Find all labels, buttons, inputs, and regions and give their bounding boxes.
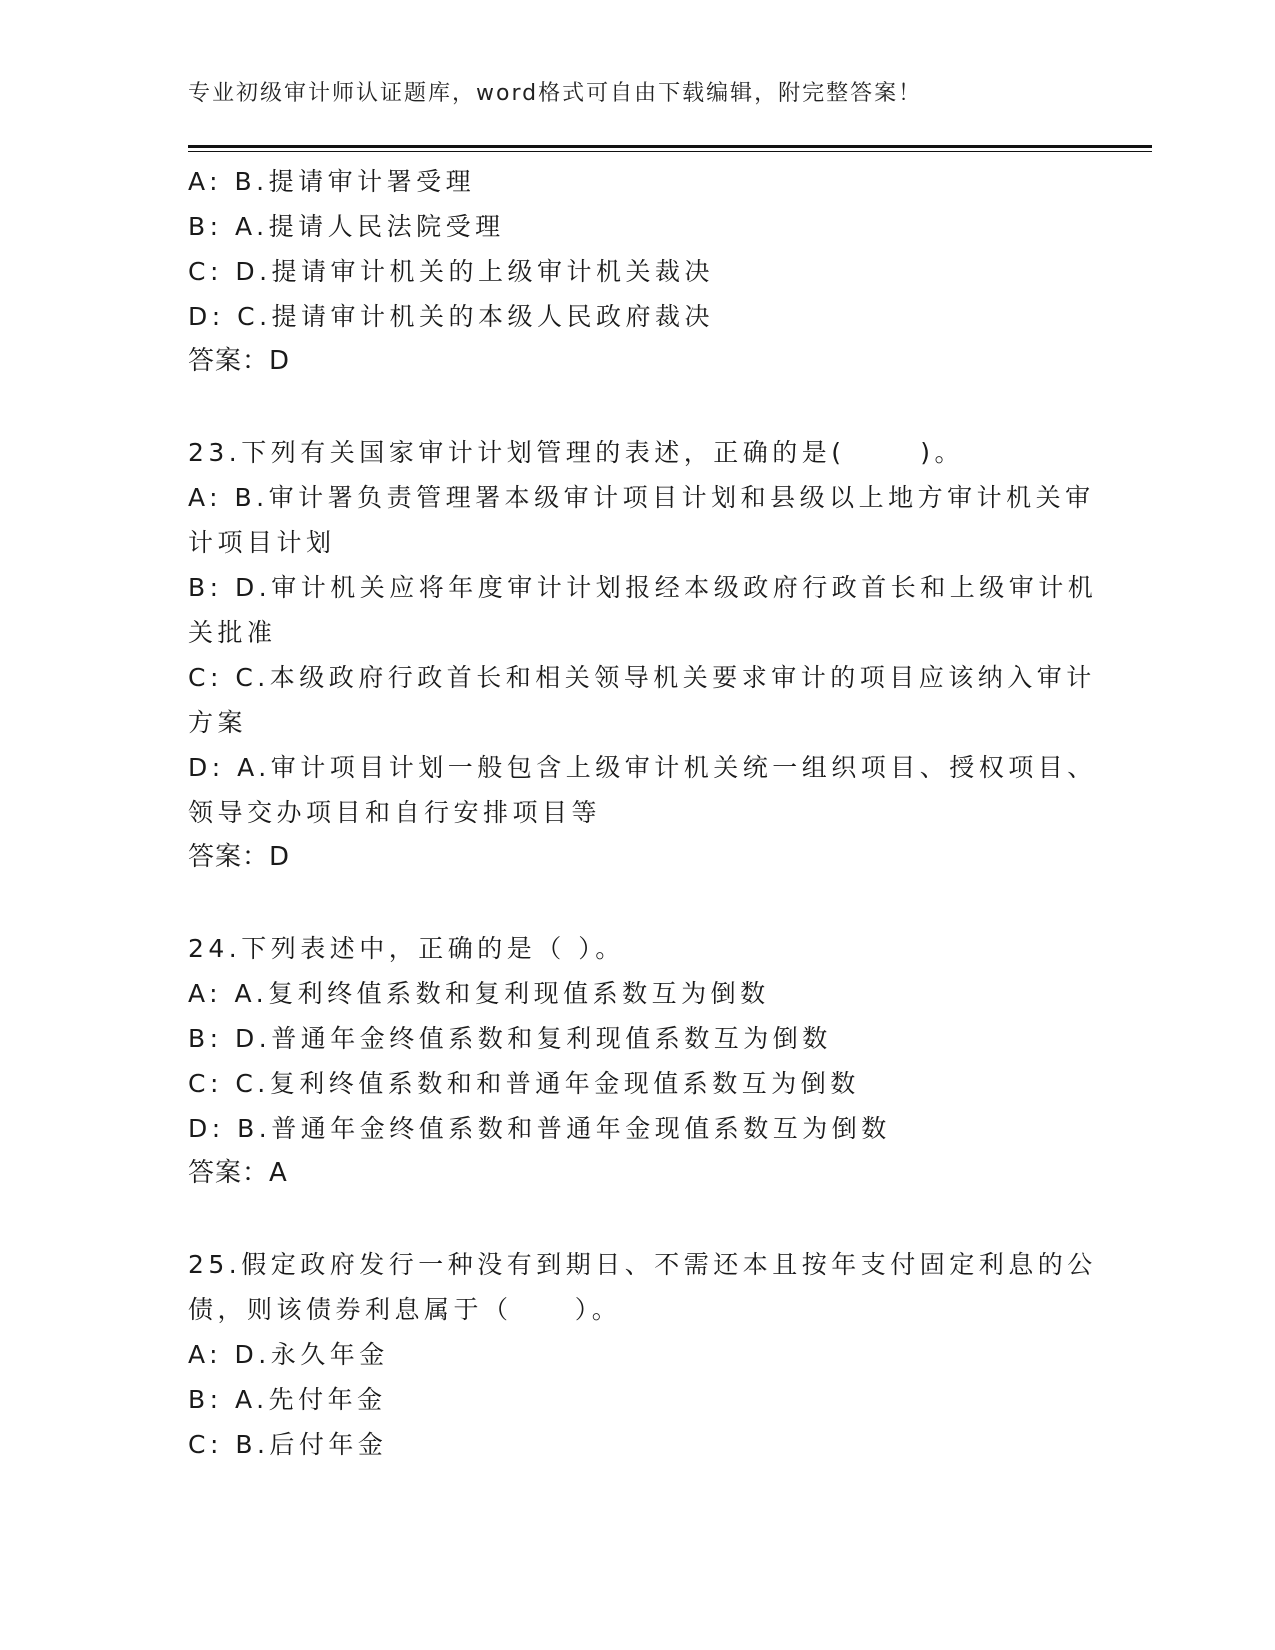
question-stem: 24.下列表述中，正确的是（ ）。 <box>188 934 625 963</box>
question-stem: 债，则该债券利息属于（ ）。 <box>188 1295 622 1324</box>
option-line: 关批准 <box>188 618 277 647</box>
option-line: 计项目计划 <box>188 528 336 557</box>
option-line: A: B.审计署负责管理署本级审计项目计划和县级以上地方审计机关审 <box>188 483 1095 512</box>
option-line: B: D.普通年金终值系数和复利现值系数互为倒数 <box>188 1024 832 1053</box>
question-stem: 23.下列有关国家审计计划管理的表述，正确的是( )。 <box>188 438 964 467</box>
option-line: C: C.本级政府行政首长和相关领导机关要求审计的项目应该纳入审计 <box>188 663 1096 692</box>
option-line: B: A.提请人民法院受理 <box>188 212 505 241</box>
header-rule-thin <box>188 151 1152 152</box>
question-block <box>188 159 1088 384</box>
option-line: A: D.永久年金 <box>188 1340 389 1369</box>
answer-line: 答案：D <box>188 346 291 376</box>
option-line: D: A.审计项目计划一般包含上级审计机关统一组织项目、授权项目、 <box>188 753 1097 782</box>
question-block <box>188 1242 1097 1467</box>
option-line: A: A.复利终值系数和复利现值系数互为倒数 <box>188 979 770 1008</box>
option-line: C: C.复利终值系数和和普通年金现值系数互为倒数 <box>188 1069 860 1098</box>
option-line: A: B.提请审计署受理 <box>188 167 476 196</box>
answer-line: 答案：A <box>188 1158 288 1188</box>
answer-line: 答案：D <box>188 842 291 872</box>
question-block <box>188 430 1098 880</box>
option-line: D: C.提请审计机关的本级人民政府裁决 <box>188 302 715 331</box>
option-line: B: A.先付年金 <box>188 1385 387 1414</box>
option-line: C: D.提请审计机关的上级审计机关裁决 <box>188 257 715 286</box>
header-rule-thick <box>188 145 1152 148</box>
question-content <box>188 159 1098 1467</box>
option-line: D: B.普通年金终值系数和普通年金现值系数互为倒数 <box>188 1114 891 1143</box>
option-line: 领导交办项目和自行安排项目等 <box>188 798 602 827</box>
option-line: B: D.审计机关应将年度审计计划报经本级政府行政首长和上级审计机 <box>188 573 1098 602</box>
option-line: 方案 <box>188 708 248 737</box>
question-block <box>188 926 1088 1196</box>
option-line: C: B.后付年金 <box>188 1430 388 1459</box>
question-stem: 25.假定政府发行一种没有到期日、不需还本且按年支付固定利息的公 <box>188 1250 1097 1279</box>
page-header: 专业初级审计师认证题库，word格式可自由下载编辑，附完整答案！ <box>188 81 923 106</box>
